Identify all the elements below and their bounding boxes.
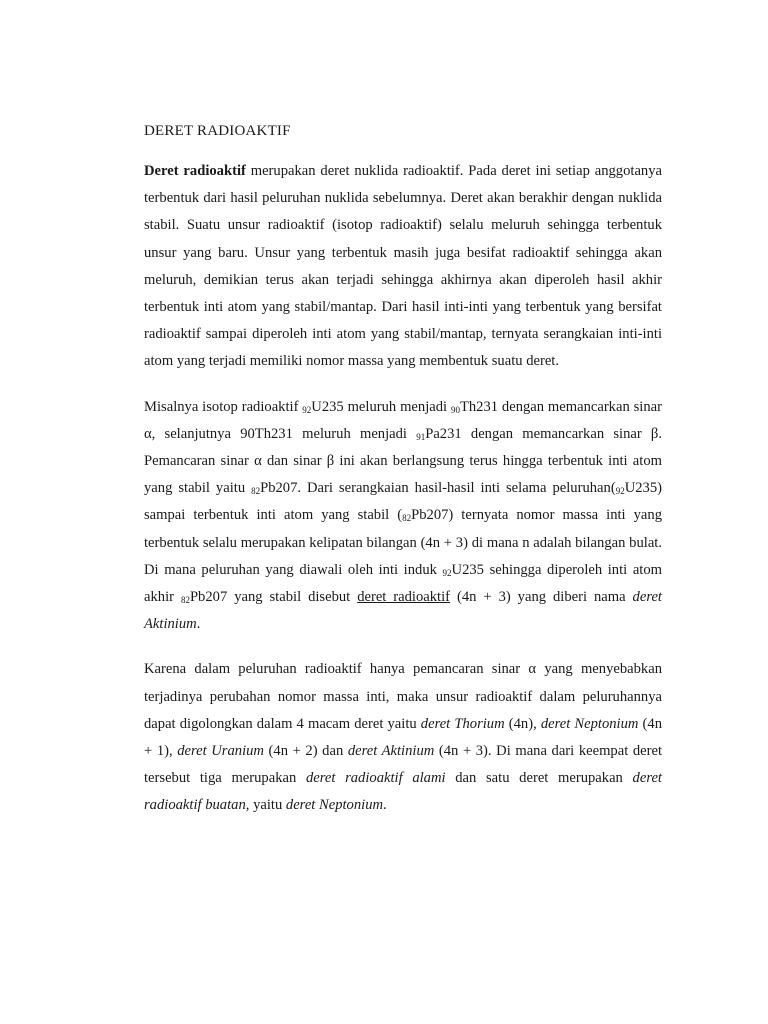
- text-segment: dan satu deret merupakan: [445, 770, 633, 787]
- atomic-number: 82: [402, 513, 412, 524]
- deret-radioaktif-link[interactable]: deret radioaktif: [357, 589, 451, 606]
- paragraph-example: [144, 394, 662, 639]
- text-segment: (4n + 3). Di mana dari keempat deret tersebut tiga merupakan: [144, 743, 663, 787]
- paragraph-definition: [144, 158, 662, 376]
- atomic-number: 90: [450, 404, 460, 415]
- text-segment: Karena dalam peluruhan radioaktif hanya pemancaran sinar α yang menyebabkan terjadinya perubahan nomor massa inti, maka unsur radioaktif dalam peluruhannya dapat digolongkan dalam 4 macam deret yaitu: [144, 661, 662, 732]
- text-segment: Pb207 yang stabil disebut: [189, 589, 358, 606]
- text-segment: (4n + 2) dan: [263, 743, 348, 760]
- document-page: [144, 118, 662, 838]
- text-segment: Pa231 dengan memancarkan sinar β. Pemancaran sinar α dan sinar β ini akan berlangsung terus hingga terbentuk inti atom yang stabil yaitu: [144, 425, 662, 497]
- text-segment: U235) sampai terbentuk inti atom yang stabil (: [144, 480, 662, 524]
- artificial-series-label: deret radioaktif buatan: [144, 770, 662, 814]
- text-segment: (4n),: [504, 715, 541, 732]
- text-segment: .: [196, 616, 201, 633]
- paragraph-classification: [144, 656, 662, 819]
- series-name-aktinium: deret Aktinium: [347, 743, 435, 760]
- natural-series-label: deret radioaktif alami: [305, 770, 446, 787]
- text-segment: Misalnya isotop radioaktif: [144, 398, 303, 415]
- atomic-number: 82: [251, 486, 261, 497]
- document-title: DERET RADIOAKTIF: [144, 123, 291, 139]
- text-segment: .: [383, 797, 387, 814]
- text-segment: Pb207. Dari serangkaian hasil-hasil inti selama peluruhan(: [260, 480, 616, 497]
- series-name-neptonium: deret Neptonium: [540, 715, 639, 732]
- atomic-number: 92: [302, 404, 312, 415]
- definition-text: merupakan deret nuklida radioaktif. Pada deret ini setiap anggotanya terbentuk dari hasil peluruhan nuklida sebelumnya. Deret akan berakhir dengan nuklida stabil. Suatu unsur radioaktif (isotop radioaktif) selalu meluruh sehingga terbentuk unsur yang baru. Unsur yang terbentuk masih juga besifat radioaktif sehingga akan meluruh, demikian terus akan terjadi sehingga akhirnya akan diperoleh hasil akhir terbentuk inti atom yang stabil/mantap. Dari hasil inti-inti yang terbentuk yang bersifat radioaktif sampai diperoleh inti atom yang stabil/mantap, ternyata serangkaian inti-inti atom yang terjadi memiliki nomor massa yang membentuk suatu deret.: [144, 163, 662, 370]
- text-segment: U235 sehingga diperoleh inti atom akhir: [144, 561, 663, 606]
- atomic-number: 82: [180, 595, 190, 606]
- text-segment: Pb207) ternyata nomor massa inti yang terbentuk selalu merupakan kelipatan bilangan (4n + 3) di mana n adalah bilangan bulat. Di mana peluruhan yang diawali oleh inti induk: [144, 507, 663, 578]
- atomic-number: 91: [416, 431, 426, 442]
- text-segment: U235 meluruh menjadi: [311, 398, 451, 415]
- series-name-uranium: deret Uranium: [177, 743, 264, 760]
- text-segment: Th231 dengan memancarkan sinar α, selanjutnya 90Th231 meluruh menjadi: [144, 398, 662, 442]
- series-name-neptonium: deret Neptonium: [285, 797, 384, 814]
- text-segment: , yaitu: [245, 797, 286, 814]
- series-name-thorium: deret Thorium: [420, 715, 505, 732]
- atomic-number: 92: [615, 486, 625, 497]
- text-segment: (4n + 3) yang diberi nama: [450, 589, 633, 606]
- atomic-number: 92: [442, 567, 452, 578]
- series-name-aktinium: deret Aktinium: [144, 589, 662, 633]
- text-segment: (4n + 1),: [144, 715, 663, 760]
- term-deret-radioaktif: Deret radioaktif: [144, 163, 246, 179]
